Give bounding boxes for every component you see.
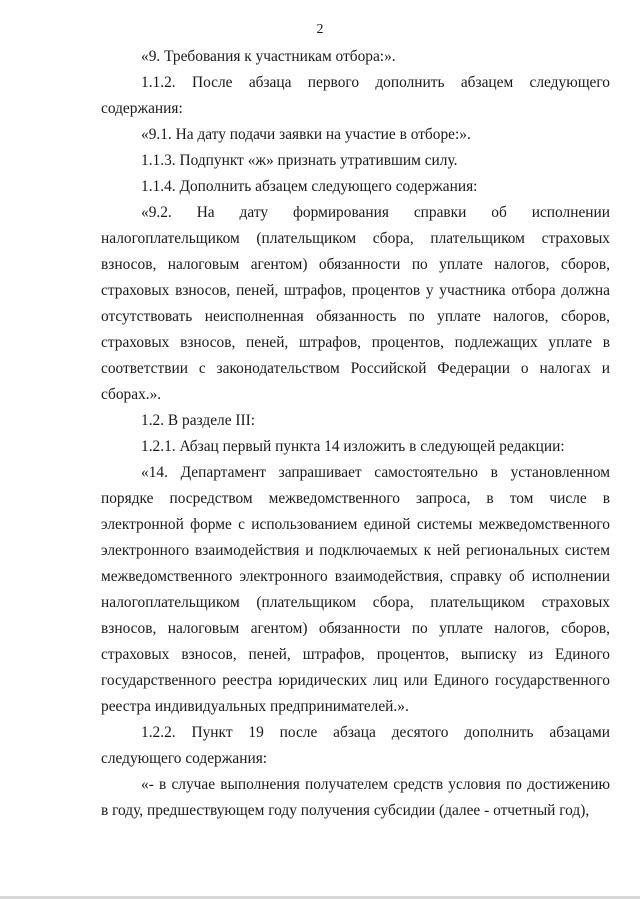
paragraph-1-1-2: 1.1.2. После абзаца первого дополнить абзацем следующего содержания:: [101, 74, 610, 117]
paragraph-1-1-4: 1.1.4. Дополнить абзацем следующего содержания:: [141, 178, 478, 195]
paragraph-1-2-1: 1.2.1. Абзац первый пункта 14 изложить в следующей редакции:: [141, 438, 565, 455]
paragraph-1-2: 1.2. В разделе III:: [141, 412, 256, 429]
document-body: [101, 44, 610, 824]
paragraph-9-2: «9.2. На дату формирования справки об исполнении налогоплательщиком (плательщиком сбора, плательщиком страховых взносов, налоговым агентом) обязанности по уплате налогов, сборов, страховых взносов, пеней, штрафов, процентов у участника отбора должна отсутствовать неисполненная обязанность по уплате налогов, сборов, страховых взносов, пеней, штрафов, процентов, подлежащих уплате в соответствии с законодательством Российской Федерации о налогах и сборах.».: [101, 204, 610, 403]
paragraph-condition-list-item: «- в случае выполнения получателем средств условия по достижению в году, предшествующем году получения субсидии (далее - отчетный год),: [101, 776, 610, 819]
paragraph-1-1-3: 1.1.3. Подпункт «ж» признать утратившим силу.: [141, 152, 458, 169]
paragraph-14: «14. Департамент запрашивает самостоятельно в установленном порядке посредством межведомственного запроса, в том числе в электронной форме с использованием единой системы межведомственного электронного взаимодействия и подключаемых к ней региональных систем межведомственного электронного взаимодействия, справку об исполнении налогоплательщиком (плательщиком сбора, плательщиком страховых взносов, налоговым агентом) обязанности по уплате налогов, сборов, страховых взносов, пеней, штрафов, процентов, выписку из Единого государственного реестра юридических лиц или Единого государственного реестра индивидуальных предпринимателей.».: [101, 464, 610, 715]
paragraph-1-2-2: 1.2.2. Пункт 19 после абзаца десятого дополнить абзацами следующего содержания:: [101, 724, 610, 767]
paragraph-9-1: «9.1. На дату подачи заявки на участие в отборе:».: [141, 126, 471, 143]
paragraph-9-heading: «9. Требования к участникам отбора:».: [141, 48, 396, 65]
page-number: 2: [316, 22, 324, 37]
